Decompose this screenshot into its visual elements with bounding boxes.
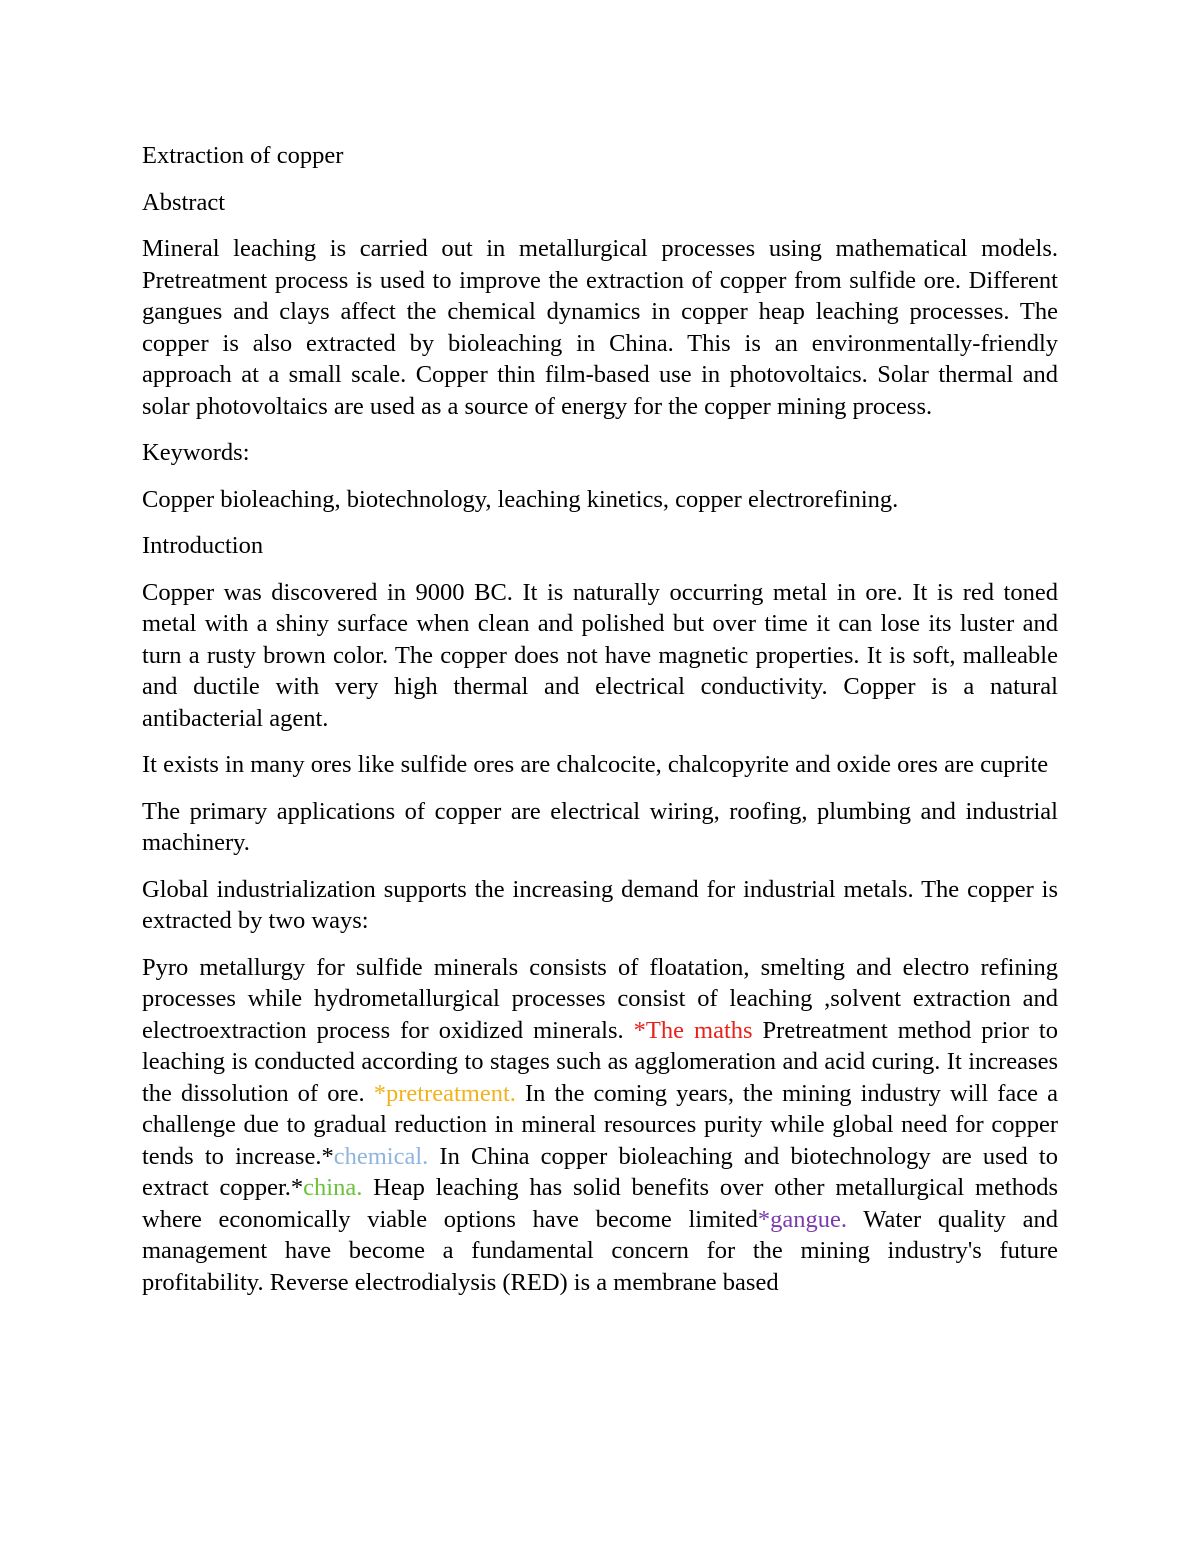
text-segment: Pretreatment method prior to leaching is conducted according to stages such as agglomeration and acid curing. It increases the dissolution of ore. [142, 1016, 1058, 1107]
document-title: Extraction of copper [142, 142, 344, 169]
introduction-paragraph-2: It exists in many ores like sulfide ores are chalcocite, chalcopyrite and oxide ores are cuprite [142, 751, 1049, 778]
keywords-paragraph: Copper bioleaching, biotechnology, leaching kinetics, copper electrorefining. [142, 485, 899, 513]
text-segment: Pyro metallurgy for sulfide minerals consists of floatation, smelting and electro refining processes while hydrometallurgical processes consist of leaching ,solvent extraction and electroextraction process for oxidized minerals. [142, 953, 1058, 1044]
keywords-heading: Keywords: [142, 439, 250, 466]
text-segment: In China copper bioleaching and biotechnology are used to extract copper.* [142, 1142, 1058, 1201]
introduction-paragraph-3: The primary applications of copper are electrical wiring, roofing, plumbing and industrial machinery. [142, 797, 1058, 856]
abstract-paragraph: Mineral leaching is carried out in metallurgical processes using mathematical models. Pretreatment process is used to improve the extraction of copper from sulfide ore. Different gangues and clays affect the chemical dynamics in copper heap leaching processes. The copper is also extracted by bioleaching in China. This is an environmentally-friendly approach at a small scale. Copper thin film-based use in photovoltaics. Solar thermal and solar photovoltaics are used as a source of energy for the copper mining process. [142, 235, 1058, 420]
text-segment: In the coming years, the mining industry will face a challenge due to gradual reduction in mineral resources purity while global need for copper tends to increase.* [142, 1079, 1059, 1170]
introduction-heading: Introduction [142, 532, 264, 559]
introduction-paragraph-4: Global industrialization supports the increasing demand for industrial metals. The copper is extracted by two ways: [142, 875, 1058, 934]
comment-tag-gangue: *gangue. [757, 1205, 848, 1233]
text-segment: Heap leaching has solid benefits over other metallurgical methods where economically viable options have become limited [142, 1174, 1058, 1233]
abstract-heading: Abstract [142, 188, 225, 216]
introduction-paragraph-1: Copper was discovered in 9000 BC. It is naturally occurring metal in ore. It is red toned metal with a shiny surface when clean and polished but over time it can lose its luster and turn a rusty brown color. The copper does not have magnetic properties. It is soft, malleable and ductile with very high thermal and electrical conductivity. Copper is a natural antibacterial agent. [142, 578, 1058, 732]
comment-tag-maths: *The maths [633, 1016, 753, 1044]
comment-tag-chemical: chemical. [333, 1142, 429, 1170]
comment-tag-pretreatment: *pretreatment. [373, 1079, 516, 1107]
text-segment: Water quality and management have become a fundamental concern for the mining industry's future profitability. Reverse electrodialysis (RED) is a membrane based [142, 1205, 1058, 1296]
document-page [142, 140, 1058, 1313]
comment-tag-china: china. [303, 1174, 363, 1201]
introduction-paragraph-5 [142, 952, 1058, 1299]
